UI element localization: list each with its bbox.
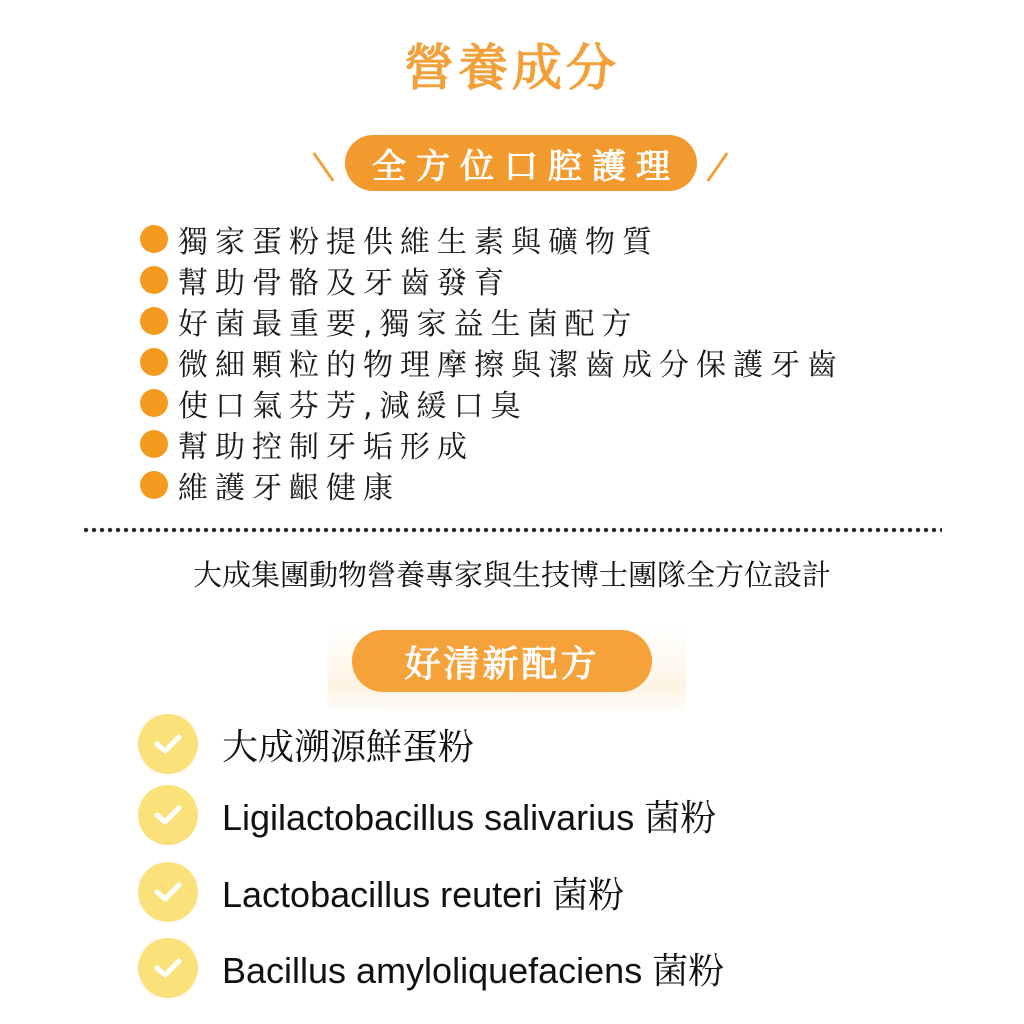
ingredient-label: Ligilactobacillus salivarius 菌粉 <box>222 796 717 838</box>
benefit-text: 好菌最重要,獨家益生菌配方 <box>178 306 639 342</box>
dotted-divider <box>82 527 942 533</box>
benefit-item <box>140 341 844 382</box>
benefit-text: 維護牙齦健康 <box>178 470 400 506</box>
bullet-dot-icon <box>140 266 168 294</box>
benefit-text: 幫助骨骼及牙齒發育 <box>178 265 511 301</box>
benefit-text: 獨家蛋粉提供維生素與礦物質 <box>178 224 659 260</box>
ingredient-label: 大成溯源鮮蛋粉 <box>222 725 475 767</box>
bullet-dot-icon <box>140 471 168 499</box>
ingredient-label: Bacillus amyloliquefaciens 菌粉 <box>222 949 725 991</box>
ingredient-item <box>138 785 716 845</box>
decor-slash-right <box>707 152 729 182</box>
benefit-item <box>140 218 844 259</box>
decor-slash-left <box>313 152 335 182</box>
ingredient-item <box>138 938 724 998</box>
bullet-dot-icon <box>140 225 168 253</box>
benefit-text: 幫助控制牙垢形成 <box>178 429 474 465</box>
benefit-list <box>140 218 844 505</box>
benefit-text: 微細顆粒的物理摩擦與潔齒成分保護牙齒 <box>178 347 844 383</box>
section-pill-formula: 好清新配方 <box>352 630 652 692</box>
bullet-dot-icon <box>140 348 168 376</box>
benefit-text: 使口氣芬芳,減緩口臭 <box>178 388 528 424</box>
benefit-item <box>140 423 844 464</box>
ingredient-item <box>138 714 474 774</box>
bullet-dot-icon <box>140 389 168 417</box>
benefit-item <box>140 382 844 423</box>
check-circle-icon <box>138 785 198 845</box>
ingredient-item <box>138 862 624 922</box>
design-team-subtitle: 大成集團動物營養專家與生技博士團隊全方位設計 <box>192 558 831 592</box>
check-circle-icon <box>138 862 198 922</box>
bullet-dot-icon <box>140 307 168 335</box>
ingredient-label: Lactobacillus reuteri 菌粉 <box>222 873 625 915</box>
page-title: 營養成分 <box>404 39 620 97</box>
bullet-dot-icon <box>140 430 168 458</box>
benefit-item <box>140 300 844 341</box>
check-circle-icon <box>138 938 198 998</box>
check-circle-icon <box>138 714 198 774</box>
section-pill-oral-care: 全方位口腔護理 <box>345 135 697 191</box>
benefit-item <box>140 259 844 300</box>
benefit-item <box>140 464 844 505</box>
